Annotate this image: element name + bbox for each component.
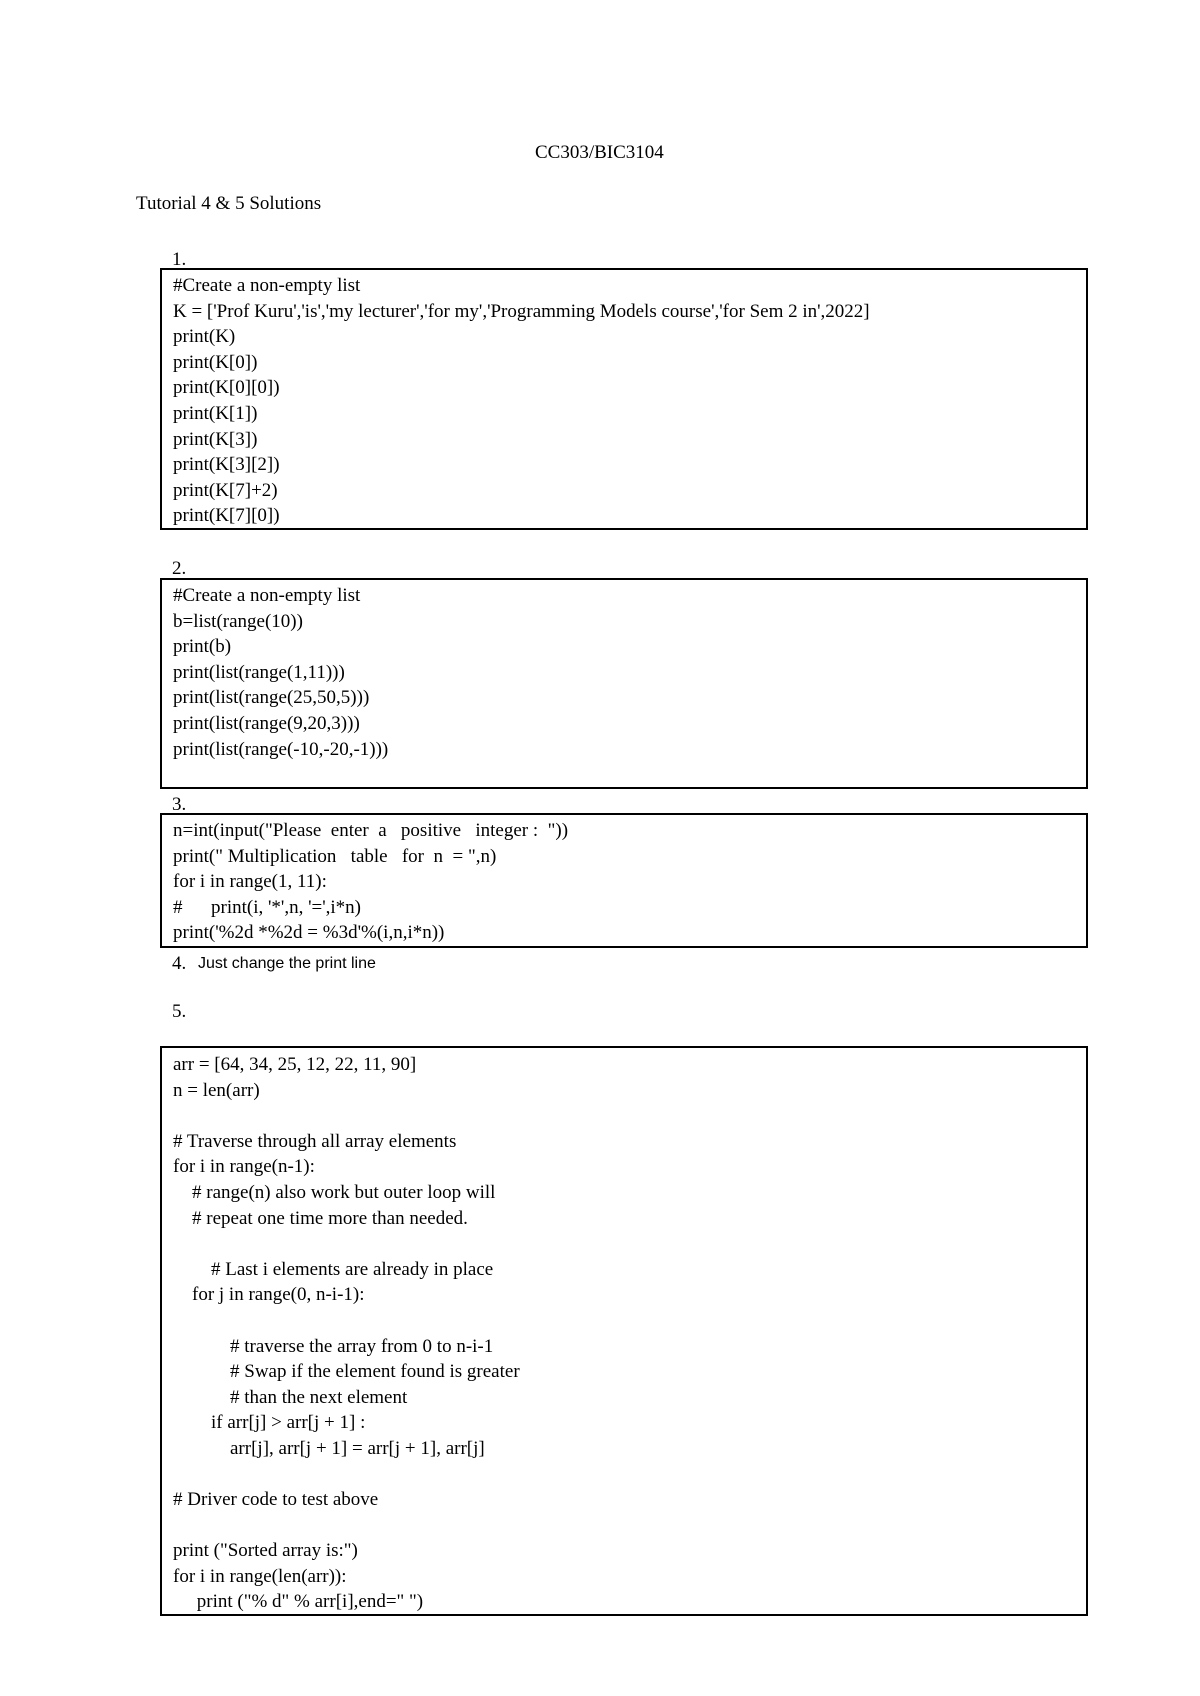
code-line [173, 1231, 1086, 1257]
section-5-number: 5. [172, 1001, 187, 1022]
section-4-note: Just change the print line [198, 955, 376, 972]
code-line: # Traverse through all array elements [173, 1130, 457, 1152]
code-line: # print(i, '*',n, '=',i*n) [173, 896, 362, 918]
code-line: # range(n) also work but outer loop will [173, 1181, 496, 1203]
code-line: for i in range(len(arr)): [173, 1565, 347, 1587]
code-box-3 [160, 813, 1088, 948]
code-line: print(list(range(25,50,5))) [173, 687, 370, 709]
document-title: Tutorial 4 & 5 Solutions [136, 193, 322, 214]
code-line: print ("% d" % arr[i],end=" ") [173, 1591, 424, 1613]
code-line: # Last i elements are already in place [173, 1258, 494, 1280]
code-line [173, 1462, 1086, 1488]
code-line [173, 1308, 1086, 1334]
code-line: print(" Multiplication table for n = ",n) [173, 845, 497, 867]
code-box-1 [160, 268, 1088, 530]
code-line: print(K[0][0]) [173, 377, 280, 399]
code-line: print(b) [173, 636, 232, 658]
code-line: print(K[1]) [173, 402, 258, 424]
code-line [173, 1513, 1086, 1539]
code-line: # repeat one time more than needed. [173, 1207, 468, 1229]
code-line: print ("Sorted array is:") [173, 1540, 358, 1562]
code-line: #Create a non-empty list [173, 275, 361, 296]
code-line: arr = [64, 34, 25, 12, 22, 11, 90] [173, 1054, 417, 1075]
code-line: for i in range(n-1): [173, 1156, 315, 1178]
code-line: print(list(range(1,11))) [173, 661, 345, 683]
code-line [173, 1103, 1086, 1129]
code-line: print(K[7]+2) [173, 479, 278, 501]
section-3-number: 3. [172, 794, 187, 815]
code-line: # Driver code to test above [173, 1489, 379, 1511]
code-box-5 [160, 1046, 1088, 1616]
code-line: for i in range(1, 11): [173, 871, 327, 893]
code-line: print(K[0]) [173, 351, 258, 373]
code-line: for j in range(0, n-i-1): [173, 1284, 365, 1306]
code-line: print(list(range(9,20,3))) [173, 712, 360, 734]
section-1-number: 1. [172, 249, 187, 270]
code-line: if arr[j] > arr[j + 1] : [173, 1412, 366, 1434]
code-line: # traverse the array from 0 to n-i-1 [173, 1335, 494, 1357]
code-line: print('%2d *%2d = %3d'%(i,n,i*n)) [173, 922, 445, 944]
code-line: arr[j], arr[j + 1] = arr[j + 1], arr[j] [173, 1437, 485, 1459]
course-code: CC303/BIC3104 [535, 142, 664, 163]
code-box-2 [160, 578, 1088, 789]
code-line: print(list(range(-10,-20,-1))) [173, 738, 389, 760]
code-line: n=int(input("Please enter a positive integer : ")) [173, 820, 569, 841]
code-line: print(K[7][0]) [173, 505, 280, 527]
code-line: b=list(range(10)) [173, 610, 303, 632]
code-line: K = ['Prof Kuru','is','my lecturer','for my','Programming Models course','for Sem 2 in',2022] [173, 300, 870, 322]
code-line: # than the next element [173, 1386, 408, 1408]
code-line: # Swap if the element found is greater [173, 1361, 520, 1383]
code-line: print(K) [173, 326, 236, 348]
code-line: n = len(arr) [173, 1079, 260, 1101]
code-line: print(K[3]) [173, 428, 258, 450]
code-line: #Create a non-empty list [173, 585, 361, 606]
section-4-number: 4. [172, 953, 187, 974]
code-line: print(K[3][2]) [173, 454, 280, 476]
section-2-number: 2. [172, 558, 187, 579]
